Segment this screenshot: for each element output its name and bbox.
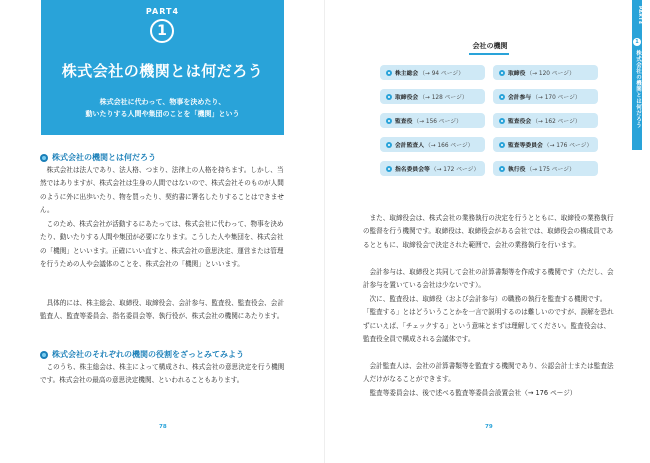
org-chart-title: 会社の機関	[472, 42, 508, 50]
org-chip-name: 監査役会	[508, 119, 532, 125]
org-chip	[493, 89, 598, 104]
subtitle-line: 動いたりする人間や集団のことを「機関」という	[85, 110, 240, 118]
org-chip-ref: （→ 166 ページ）	[425, 143, 474, 149]
org-chip-name: 取締役会	[395, 95, 419, 101]
paragraph	[40, 164, 290, 217]
org-chart-underline	[469, 53, 509, 55]
section-heading-text: 株式会社のそれぞれの機関の役割をざっとみてみよう	[52, 350, 244, 359]
org-chip-ref: （→ 128 ページ）	[419, 95, 468, 101]
paragraph	[40, 361, 290, 388]
chip-bullet-icon	[386, 142, 392, 148]
chip-bullet-icon	[499, 94, 505, 100]
paragraph-text: このため、株式会社が活動するにあたっては、株式会社に代わって、物事を決めたり、動いたりする人間や集団が必要になります。こうした人や集団を、株式会社の「機関」といいます。正確にいい直すと、株式会社の意思決定、運営または管理を行うための人や会議体のことを、株式会社の「機関」といいます。	[40, 220, 284, 268]
section-heading	[40, 152, 156, 163]
paragraph-text: 監査等委員会は、後で述べる監査等委員会設置会社（→ 176 ページ）	[363, 389, 577, 397]
org-chip-ref: （→ 176 ページ）	[543, 143, 593, 149]
chip-bullet-icon	[499, 70, 505, 76]
org-chip-name: 株主総会	[395, 71, 419, 77]
org-chip	[380, 65, 485, 80]
paragraph	[363, 360, 615, 387]
org-chip	[380, 137, 485, 152]
paragraph-text: 次に、監査役は、取締役（および会計参与）の職務の執行を監査する機関です。「監査する」とはどういうことかを一言で説明するのは難しいのですが、誤解を恐れずにいえば、「チェックする」という意味とまずは理解してください。監査役会は、監査役全員で構成される会議体です。	[363, 295, 614, 343]
org-chip-ref: （→ 156 ページ）	[413, 119, 462, 125]
org-chip-ref: （→ 175 ページ）	[526, 167, 575, 173]
paragraph	[363, 293, 615, 346]
org-chip-name: 監査等委員会	[508, 143, 543, 149]
chip-bullet-icon	[499, 118, 505, 124]
paragraph-text: 会計参与は、取締役と共同して会社の計算書類等を作成する機関です（ただし、会計参与を置いている会社は少ないです）。	[363, 268, 614, 290]
page-number: 79	[485, 424, 493, 430]
org-chip-ref: （→ 170 ページ）	[532, 95, 581, 101]
org-chip-ref: （→ 120 ページ）	[526, 71, 575, 77]
org-chip-name: 会計監査人	[395, 143, 424, 149]
side-tab-part: PART4	[637, 6, 642, 25]
chip-bullet-icon	[499, 142, 505, 148]
org-chip	[380, 113, 485, 128]
org-chip-ref: （→ 162 ページ）	[532, 119, 581, 125]
side-tab-number: 1	[633, 38, 641, 46]
paragraph-text: また、取締役会は、株式会社の業務執行の決定を行うとともに、取締役の業務執行の監督を行う機関です。取締役は、取締役会がある会社では、取締役会の構成員であるとともに、取締役会で決定された範囲で、会社の業務執行を行います。	[363, 214, 614, 249]
paragraph	[363, 266, 615, 293]
org-chip-ref: （→ 94 ページ）	[419, 71, 464, 77]
org-chip	[493, 113, 598, 128]
chip-bullet-icon	[499, 166, 505, 172]
chip-bullet-icon	[386, 94, 392, 100]
right-page	[325, 0, 650, 463]
paragraph-text: 株式会社は法人であり、法人格、つまり、法律上の人格を持ちます。しかし、当然ではありますが、株式会社は生身の人間ではないので、株式会社そのものが人間のように外に出歩いたり、物を買ったり、契約書に署名したりすることはできません。	[40, 166, 284, 214]
org-chip	[380, 89, 485, 104]
paragraph-text: 具体的には、株主総会、取締役、取締役会、会計参与、監査役、監査役会、会計監査人、監査等委員会、指名委員会等、執行役が、株式会社の機関にあたります。	[40, 299, 284, 321]
paragraph-text: このうち、株主総会は、株主によって構成され、株式会社の意思決定を行う機関です。株式会社の最高の意思決定機関、といわれることもあります。	[40, 363, 285, 385]
chapter-subtitle	[41, 96, 284, 120]
org-chip	[493, 137, 598, 152]
section-heading	[40, 349, 244, 360]
paragraph	[40, 297, 290, 324]
chip-bullet-icon	[386, 70, 392, 76]
chapter-title: 株式会社の機関とは何だろう	[61, 62, 264, 80]
org-chip-ref: （→ 172 ページ）	[430, 167, 480, 173]
org-chip-name: 会計参与	[508, 95, 532, 101]
org-chip-name: 取締役	[508, 71, 526, 77]
org-chip-name: 指名委員会等	[395, 167, 430, 173]
org-chip-name: 監査役	[395, 119, 413, 125]
org-chip	[493, 161, 598, 176]
section-bullet-icon	[40, 154, 48, 162]
org-chip-name: 執行役	[508, 167, 526, 173]
chip-bullet-icon	[386, 166, 392, 172]
side-tab-title: 株式会社の機関とは何だろう	[635, 50, 641, 128]
org-chip	[493, 65, 598, 80]
chip-bullet-icon	[386, 118, 392, 124]
section-bullet-icon	[40, 351, 48, 359]
page-number: 78	[159, 424, 167, 430]
paragraph	[363, 212, 615, 252]
part-label: PART4	[145, 7, 180, 16]
section-heading-text: 株式会社の機関とは何だろう	[52, 153, 156, 162]
paragraph-text: 会計監査人は、会社の計算書類等を監査する機関であり、公認会計士または監査法人だけがなることができます。	[363, 362, 614, 384]
paragraph	[40, 218, 290, 271]
subtitle-line: 株式会社に代わって、物事を決めたり、	[99, 98, 226, 106]
chapter-header	[41, 0, 284, 135]
org-chip	[380, 161, 485, 176]
paragraph	[363, 387, 615, 400]
side-index-tab	[632, 0, 642, 150]
chapter-number: 1	[150, 19, 174, 43]
